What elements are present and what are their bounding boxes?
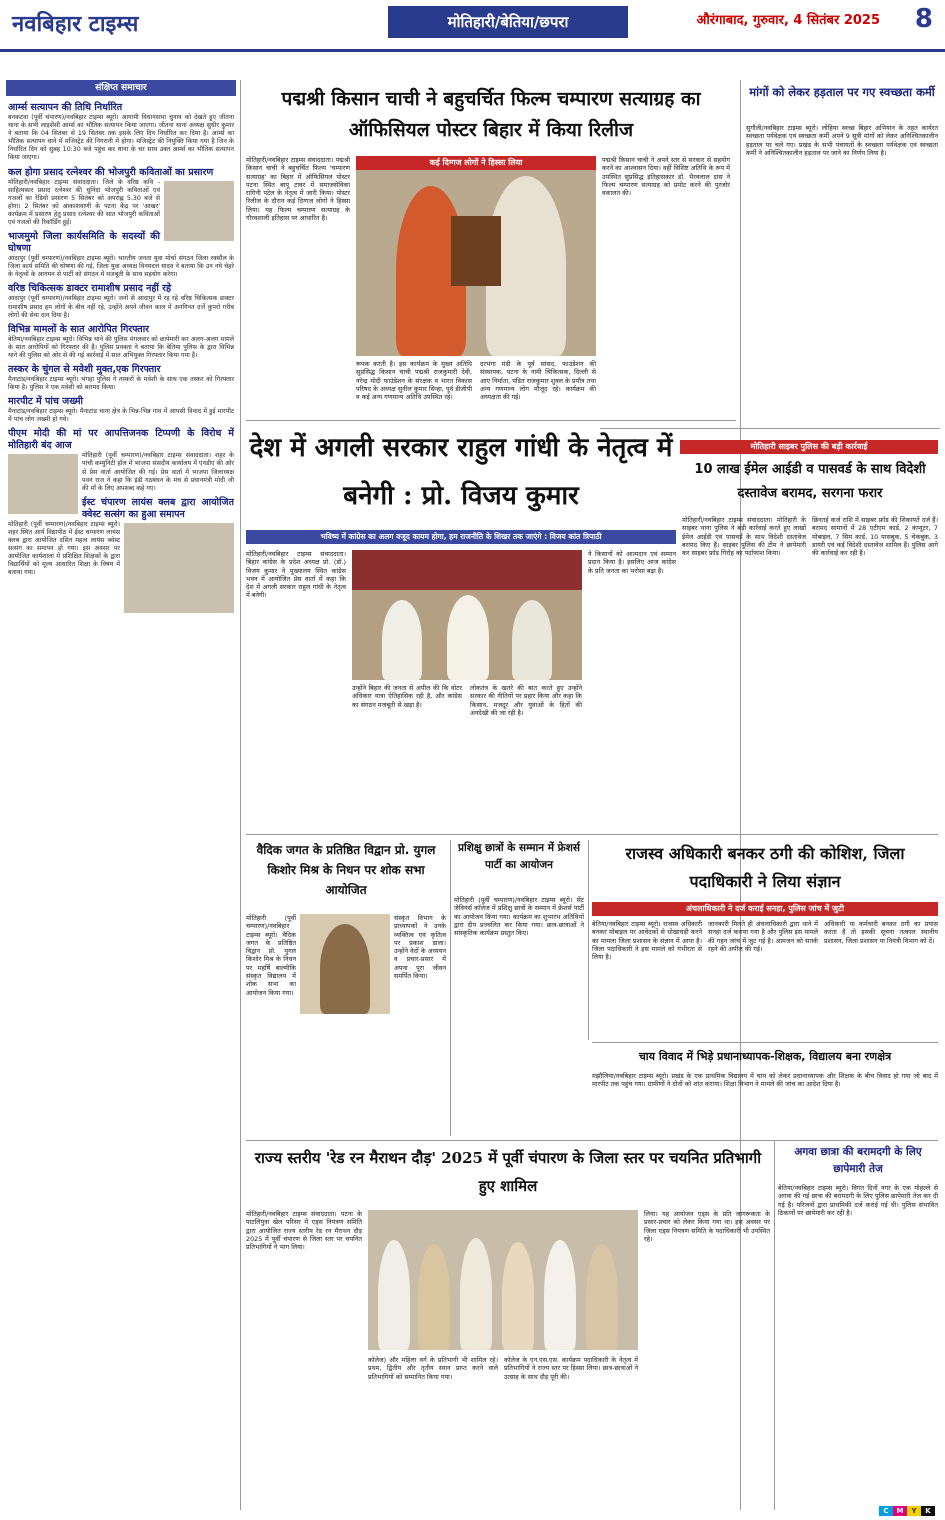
right-bottom-headline: अगवा छात्रा की बरामदगी के लिए छापेमारी तेज xyxy=(794,1146,922,1175)
story4-text: मोतिहारी (पूर्वी चम्पारण)/नवबिहार टाइम्स ब्यूरो। सेंट जेवियर्स कॉलेज में प्रशिक्षु छात्रों के सम्मान में फ्रेशर्स पार्टी का आयोजन किया गया। कार्यक्रम का शुभारंभ अतिथियों द्वारा दीप प्रज्वलित कर किया गया। छात्र-छात्राओं ने सांस्कृतिक कार्यक्रम प्रस्तुत किए। xyxy=(454,896,584,938)
person-figure xyxy=(512,600,552,680)
column-rule xyxy=(774,1140,775,1510)
brief-body: आदापुर (पूर्वी चम्पारण)/नवबिहार टाइम्स ब्यूरो। भारतीय जनता युवा मोर्चा संगठन जिला रक्सौल के जिला कार्य समिति की घोषणा की गई, जिला युवा अध्यक्ष विनयदत्त यादव ने बताया कि उन नये चेहरे के नेतृत्वों के आगमन से पार्टी को संगठन में मजबूती के साथ सहयोग करेगा। xyxy=(8,255,234,279)
right-top-headline: मांगों को लेकर हड़ताल पर गए स्वच्छता कर्मी xyxy=(749,85,935,99)
story4-headline: प्रशिक्षु छात्रों के सम्मान में फ्रेशर्स पार्टी का आयोजन xyxy=(458,842,580,871)
brief-body: आदापुर (पूर्वी चम्पारण)/नवबिहार टाइम्स ब्यूरो। जनों से आदापुर में रह रहे वरिष्ठ चिकित्सक डाक्टर रामाशीष प्रसाद हम लोगों के बीच नहीं रहे, उन्होंने अपने जीवन काल में अनगिनत दर्जे कुपरो गरीब लोगों की सेवा दान दिया है। xyxy=(8,295,234,319)
brief-item xyxy=(8,396,234,424)
brief-body: मैनाटांड/नवबिहार टाइम्स ब्यूरो। भंगहा पुलिस ने तस्करों के मवेशी के साथ एक तस्कर को गिरफ्तार किया है। पुलिस ने एक मवेशी को बरामद किया। xyxy=(8,375,234,392)
story7-text-col4: लिया। यह आयोजन एड्स के प्रति जागरूकता के प्रसार-प्रचार को लेकर किया गया था। इस अवसर पर जिला एड्स नियंत्रण समिति के पदाधिकारी भी उपस्थित रहे। xyxy=(644,1210,770,1243)
brief-body: मैनाटांड/नवबिहार टाइम्स ब्यूरो। मैनाटांड थाना क्षेत्र के भिन्न-भिन्न गांव में आपसी विवाद में हुई मारपीट में पांच लोग जख्मी हो गये। xyxy=(8,408,234,424)
story1-text-col4: पद्मश्री किसान चाची ने अपने स्तर से सरकार से सहयोग करने का आश्वासन दिया। वहीं विशिष्ट अतिथि के रूप में उपस्थित सुप्रसिद्ध इतिहासकार डॉ. भैरवलाल दास ने फिल्म चम्पारण सत्याग्रह को प्रमोट करने की पुरजोर वकालत की। xyxy=(602,156,730,198)
story5-text-col2: जानकारी मिलते ही अंचलाधिकारी द्वारा थाने में सनहा दर्ज कराया गया है और पुलिस इस मामले की गहन जांच में जुट गई है। आमजन को सतर्क रहने की अपील की गई। xyxy=(708,920,818,953)
briefs-bar: संक्षिप्त समाचार xyxy=(6,80,236,96)
section-label: मोतिहारी/बेतिया/छपरा xyxy=(388,6,628,38)
section-rule xyxy=(592,1042,938,1043)
person-figure xyxy=(418,1244,450,1350)
person-figure xyxy=(382,600,422,680)
brief-body: मोतिहारी/नवबिहार टाइम्स संवाददाता। जिले के वरिष्ठ कवि - साहित्यकार प्रसाद रत्नेश्वर की चुनिंदा भोजपुरी कविताओं एवं गजलों का रेडियो प्रसारण 5 सितंबर को अपराह्न 5.30 बजे से होगा। 2 सितंबर को आकाशवाणी के पटना केंद्र पर 'आखर' कार्यक्रम में प्रसारण हेतु प्रसाद रत्नेश्वर की सात भोजपुरी कविताओं एवं गजलों की रिकॉर्डिंग हुई। xyxy=(8,178,160,227)
person-figure xyxy=(586,1244,618,1350)
issue-date: औरंगाबाद, गुरुवार, 4 सितंबर 2025 xyxy=(696,13,880,28)
story6-headline: चाय विवाद में भिड़े प्रधानाध्यापक-शिक्षक, विद्यालय बना रणक्षेत्र xyxy=(638,1050,892,1063)
story2-headline: देश में अगली सरकार राहुल गांधी के नेतृत्व में बनेगी : प्रो. विजय कुमार xyxy=(249,433,673,511)
story7-text-col1: मोतिहारी/नवबिहार टाइम्स संवाददाता। पटना के पाटलिपुत्रा खेल परिसर में एड्स नियंत्रण समिति द्वारा आयोजित राज्य स्तरीय रेड रन मैराथन दौड़ 2025 में पूर्वी चंपारण से जिला स्तर पर चयनित प्रतिभागियों ने भाग लिया। xyxy=(246,1210,362,1252)
right-top-text: सुगौली/नवबिहार टाइम्स ब्यूरो। लोहिया स्वच्छ बिहार अभियान के तहत कार्यरत स्वच्छता पर्यवेक्षक एवं स्वच्छता कर्मी अपने 9 सूत्री मांगों को लेकर अनिश्चितकालीन हड़ताल पर चले गए। प्रखंड के सभी पंचायतों के स्वच्छता पर्यवेक्षक एवं स्वच्छता कर्मी ने अनिश्चितकालीन हड़ताल पर जाने का निर्णय लिया है। xyxy=(746,124,938,157)
brief-headline: आर्म्स सत्यापन की तिथि निर्धारित xyxy=(8,102,123,113)
person-figure xyxy=(320,924,370,1014)
brief-headline: मारपीट में पांच जख्मी xyxy=(8,396,83,408)
black-mark: K xyxy=(921,1506,935,1516)
story1-headline: पद्मश्री किसान चाची ने बहुचर्चित फिल्म चम्पारण सत्याग्रह का ऑफिसियल पोस्टर बिहार में किया रिलीज xyxy=(281,88,701,141)
story3-headline: वैदिक जगत के प्रतिष्ठित विद्वान प्रो. युगल किशोर मिश्र के निधन पर शोक सभा आयोजित xyxy=(256,843,436,897)
brief-photo xyxy=(8,454,78,514)
brief-photo xyxy=(124,523,234,613)
brief-headline: पीएम मोदी की मां पर आपत्तिजनक टिप्पणी के विरोध में मोतिहारी बंद आज xyxy=(8,428,234,452)
section-rule xyxy=(246,834,938,835)
cmyk-registration-marks xyxy=(879,1506,935,1516)
newspaper-name: नवबिहार टाइम्स xyxy=(12,11,139,37)
story2-photo xyxy=(352,550,582,680)
story3-text-col2: संस्कृत विभाग के प्राध्यापकों ने उनके व्यक्तित्व एवं कृतित्व पर प्रकाश डाला। उन्होंने वेदों के अध्ययन व प्रचार-प्रसार में अपना पूरा जीवन समर्पित किया। xyxy=(394,914,446,981)
story1-photo xyxy=(356,156,596,356)
brief-item xyxy=(8,283,234,319)
story1-caption-bar: कई दिग्गज लोगों ने हिस्सा लिया xyxy=(356,156,596,170)
yellow-mark: Y xyxy=(907,1506,921,1516)
story5-text-col1: बेतिया/नवबिहार टाइम्स ब्यूरो। राजस्व अधिकारी बनकर मोबाइल पर आवेदकों से धोखाधड़ी करने का मामला जिला प्रशासन के संज्ञान में आया है। जिला पदाधिकारी ने इस मामले को गंभीरता से लिया है। xyxy=(592,920,702,962)
brief-headline: ईस्ट चंपारण लायंस क्लब द्वारा आयोजित क्वेस्ट सत्संग का हुआ समापन xyxy=(82,496,234,520)
brief-body: मोतिहारी (पूर्वी चम्पारण)/नवबिहार टाइम्स संवाददाता। शहर के पांची कम्युनिटी हॉल में भाजपा संसदीय कार्यालय में एनडीए की ओर से प्रेस वार्ता आयोजित की गई। प्रेस वार्ता में भाजपा जिलाध्यक्ष पवन राज ने कहा कि इंडी गठबंधन के मंच से प्रधानमंत्री मोदी जी की माँ के लिए अपशब्द कहे गए। xyxy=(82,452,234,492)
right-bottom-text: बेतिया/नवबिहार टाइम्स ब्यूरो। विगत दिनों नगर के एक मोहल्ले से अगवा की गई छात्रा की बरामदगी के लिए पुलिस छापेमारी तेज कर दी गई है। परिजनों द्वारा प्राथमिकी दर्ज कराई गई थी। पुलिस संभावित ठिकानों पर छापेमारी कर रही है। xyxy=(778,1184,938,1217)
cyber-bar: मोतिहारी साइबर पुलिस की बड़ी कार्रवाई xyxy=(680,440,938,454)
brief-headline: तस्कर के चुंगल से मवेशी मुक्त,एक गिरफ्तार xyxy=(8,363,161,375)
brief-item xyxy=(8,324,234,360)
cyan-mark: C xyxy=(879,1506,893,1516)
brief-item xyxy=(8,167,234,228)
story2-text-col1: मोतिहारी/नवबिहार टाइम्स संवाददाता। बिहार कांग्रेस के प्रदेश अध्यक्ष प्रो. (डॉ.) विजय कुमार ने मुख्यालय स्थित कांग्रेस भवन में आयोजित प्रेस वार्ता में कहा कि देश में अगली सरकार राहुल गांधी के नेतृत्व में बनेगी। xyxy=(246,550,346,600)
cyber-text-col2: छिनतई कर्ज राशि में साइबर फ्रॉड की शिकायतें दर्ज हैं। बरामद सामानों में 28 एटीएम कार्ड, 2 कंप्यूटर, 7 मोबाइल, 7 सिम कार्ड, 10 पासबुक, 5 चेकबुक, 3 डायरी एवं कई विदेशी दस्तावेज शामिल हैं। पुलिस आगे की कार्रवाई कर रही है। xyxy=(812,516,938,558)
column-rule xyxy=(240,80,241,1510)
brief-body: मोतिहारी (पूर्वी चम्पारण)/नवबिहार टाइम्स ब्यूरो। शहर स्थित आर्य विद्यापीठ में ईस्ट चम्पारण लायंस क्लब द्वारा आयोजित दसिन महत्व लायंस क्वेस्ट सत्संग का समापन हो गया। इस अवसर पर आयोजित कार्यशाला में प्रशिक्षित शिक्षकों के द्वारा विद्यार्थियों को मूल्य आधारित शिक्षा के विषय में बताया गया। xyxy=(8,520,120,577)
brief-body: बेतिया/नवबिहार टाइम्स ब्यूरो। विभिन्न थाने की पुलिस मंगलवार को छापेमारी कर अलग-अलग मामले के सात आरोपियों को गिरफ्तार की है। पुलिस प्रवक्ता ने बताया कि बेतिया पुलिस के द्वारा विभिन्न थाने की पुलिस को ओर से की गई कार्रवाई में सात अभियुक्त गिरफ्तार किया गया है। xyxy=(8,335,234,359)
story7-text-col2: कॉलेज) और महिला वर्ग के प्रतिभागी भी शामिल रहे। प्रथम, द्वितीय और तृतीय स्थान प्राप्त करने वाले प्रतिभागियों को सम्मानित किया गया। xyxy=(368,1356,498,1381)
story7-text-col3: कॉलेज के एन.एस.एस. कार्यक्रम पदाधिकारी के नेतृत्व में प्रतिभागियों ने राज्य स्तर पर हिस्सा लिया। छात्र-छात्राओं ने उत्साह के साथ दौड़ पूरी की। xyxy=(504,1356,638,1381)
cyber-text-col1: मोतिहारी/नवबिहार टाइम्स संवाददाता। मोतिहारी के साइबर थाना पुलिस ने बड़ी कार्रवाई करते हुए लाखों ईमेल आईडी एवं पासवर्ड के साथ विदेशी दस्तावेज बरामद किए हैं। साइबर पुलिस की टीम ने छापेमारी कर साइबर फ्रॉड गिरोह का पर्दाफाश किया। xyxy=(682,516,806,558)
story5-sub-bar: अंचलाधिकारी ने दर्ज कराई सनहा, पुलिस जांच में जुटी xyxy=(592,902,938,916)
story5-text-col3: अधिकारी या कर्मचारी बनकर ठगी का प्रयास करता है तो इसकी सूचना तत्काल स्थानीय प्रशासन, जिला प्रशासन या नियंत्री विभाग को दें। xyxy=(824,920,938,945)
person-figure xyxy=(544,1240,576,1350)
brief-headline: विभिन्न मामलों के सात आरोपित गिरफ्तार xyxy=(8,323,150,335)
poster-frame xyxy=(451,216,501,286)
brief-body: बनकटवा (पूर्वी चंपारण)/नवबिहार टाइम्स ब्यूरो। आगामी विधानसभा चुनाव को देखते हुए जीतना थाना के सभी लाइसेंसी आर्म्स का भौतिक सत्यापन किया जाएगा। जीतना थाना अध्यक्ष सुधीर कुमार ने बताया कि 04 सितंबर से 19 सितंबर तक इसके लिए दिन निर्धारित कर दिया है। आर्म्स का भौतिक सत्यापन थाने में मजिस्ट्रेट की निगरानी में होगा। मजिस्ट्रेट की नियुक्ति किया गया है जिन के निर्धारित दिन को सुबह 10:30 बजे पहुंच कर थाना के चर साथ उक्त आर्म्स का भौतिक सत्यापन किया जाएगा। xyxy=(8,114,234,162)
story1-text-col1: मोतिहारी/नवबिहार टाइम्स संवाददाता। पद्मश्री किसान चाची ने बहुचर्चित फिल्म 'चम्पारण सत्याग्रह' का बिहार में ऑफिसियल पोस्टर पटना स्थित बापू टावर में समाजसेविका रागिनी पटेल के नेतृत्व में जारी किया। पोस्टर रिलीज के दौरान कई दिग्गज लोगों ने हिस्सा लिया। यह फिल्म चम्पारण सत्याग्रह के गौरवशाली इतिहास पर आधारित है। xyxy=(246,156,350,223)
person-figure xyxy=(447,595,489,680)
person-figure xyxy=(378,1240,410,1350)
person-figure xyxy=(460,1238,492,1350)
cyber-headline: 10 लाख ईमेल आईडी व पासवर्ड के साथ विदेशी दस्तावेज बरामद, सरगना फरार xyxy=(694,462,926,501)
brief-item xyxy=(8,102,234,163)
section-rule xyxy=(246,420,736,421)
story2-text-col3: लोकतंत्र के खतरे की बात करते हुए उन्होंने सरकार की नीतियों पर प्रहार किया और कहा कि किसान, मजदूर और युवाओं के हितों की अनदेखी की जा रही है। xyxy=(470,684,582,717)
story6-text: मझौलिया/नवबिहार टाइम्स ब्यूरो। प्रखंड के एक प्राथमिक विद्यालय में चाय को लेकर प्रधानाध्यापक और शिक्षक के बीच विवाद हो गया जो बाद में मारपीट तक पहुंच गया। ग्रामीणों ने दोनों को शांत कराया। शिक्षा विभाग ने मामले की जांच का आदेश दिया है। xyxy=(592,1072,938,1089)
story5-headline: राजस्व अधिकारी बनकर ठगी की कोशिश, जिला पदाधिकारी ने लिया संज्ञान xyxy=(625,844,905,891)
story7-headline: राज्य स्तरीय 'रेड रन मैराथन दौड़' 2025 में पूर्वी चंपारण के जिला स्तर पर चयनित प्रतिभागी हुए शामिल xyxy=(254,1149,762,1195)
person-figure xyxy=(502,1242,534,1350)
stage-banner xyxy=(352,550,582,590)
brief-headline: वरिष्ठ चिकित्सक डाक्टर रामाशीष प्रसाद नहीं रहे xyxy=(8,283,172,295)
brief-headline: भाजमुमो जिला कार्यसमिति के सदस्यों की घोषणा xyxy=(8,231,160,255)
column-rule xyxy=(588,840,589,1040)
story3-portrait xyxy=(300,914,390,1014)
story2-text-col4: ने किसानों को आत्मदान एवं सम्मान प्रदान किया है। इसलिए आज कांग्रेस के प्रति जनता का भरोसा बढ़ा है। xyxy=(588,550,676,575)
story1-text-col2: रूपक करती है। इस कार्यक्रम के मुख्य अतिथि सुप्रसिद्ध किसान चाची पद्मश्री राजकुमारी देवी, नरेन्द्र मोदी फाउंडेशन के संरक्षक व भारत विकास परिषद के अध्यक्ष सुनील कुमार सिन्हा, पूर्व डीजीपी व कई अन्य गणमान्य अतिथि उपस्थित रहे। xyxy=(356,360,472,402)
story3-text-col1: मोतिहारी (पूर्वी चम्पारण)/नवबिहार टाइम्स ब्यूरो। वैदिक जगत के प्रतिष्ठित विद्वान प्रो. युगल किशोर मिश्र के निधन पर महर्षि बाल्मीकि संस्कृत विद्यालय में शोक सभा का आयोजन किया गया। xyxy=(246,914,296,997)
brief-headline: कल होगा प्रसाद रत्नेश्वर की भोजपुरी कविताओं का प्रसारण xyxy=(8,166,214,178)
magenta-mark: M xyxy=(893,1506,907,1516)
story2-text-col2: उन्होंने बिहार की जनता से अपील की कि वोटर अधिकार यात्रा ऐतिहासिक रही है, और कांग्रेस का संगठन मजबूती से खड़ा है। xyxy=(352,684,462,709)
page-number: 8 xyxy=(914,4,933,34)
story2-sub-bar: भविष्य में कांग्रेस का अलग वजूद कायम होगा, हम राजनीति के शिखर तक जाएंगे : विजय कांत त्रिपाठी xyxy=(246,530,676,544)
story1-text-col3: दरभंगा मंडी के पूर्व सांसद, फाउंडेशन की संस्थापक, पटना के नामी चिकित्सक, दिल्ली से आए निर्माता, पंडित राजकुमार शुक्ल के प्रपौत्र तथा अन्य गणमान्य लोग मौजूद रहे। कार्यक्रम की अध्यक्षता की गई। xyxy=(480,360,596,402)
section-rule xyxy=(246,1140,938,1141)
brief-photo xyxy=(164,181,234,241)
brief-item xyxy=(8,428,234,492)
column-rule xyxy=(450,840,451,1136)
masthead xyxy=(0,0,945,52)
briefs-column xyxy=(8,98,234,1518)
brief-item xyxy=(8,364,234,392)
story7-photo xyxy=(368,1210,638,1350)
